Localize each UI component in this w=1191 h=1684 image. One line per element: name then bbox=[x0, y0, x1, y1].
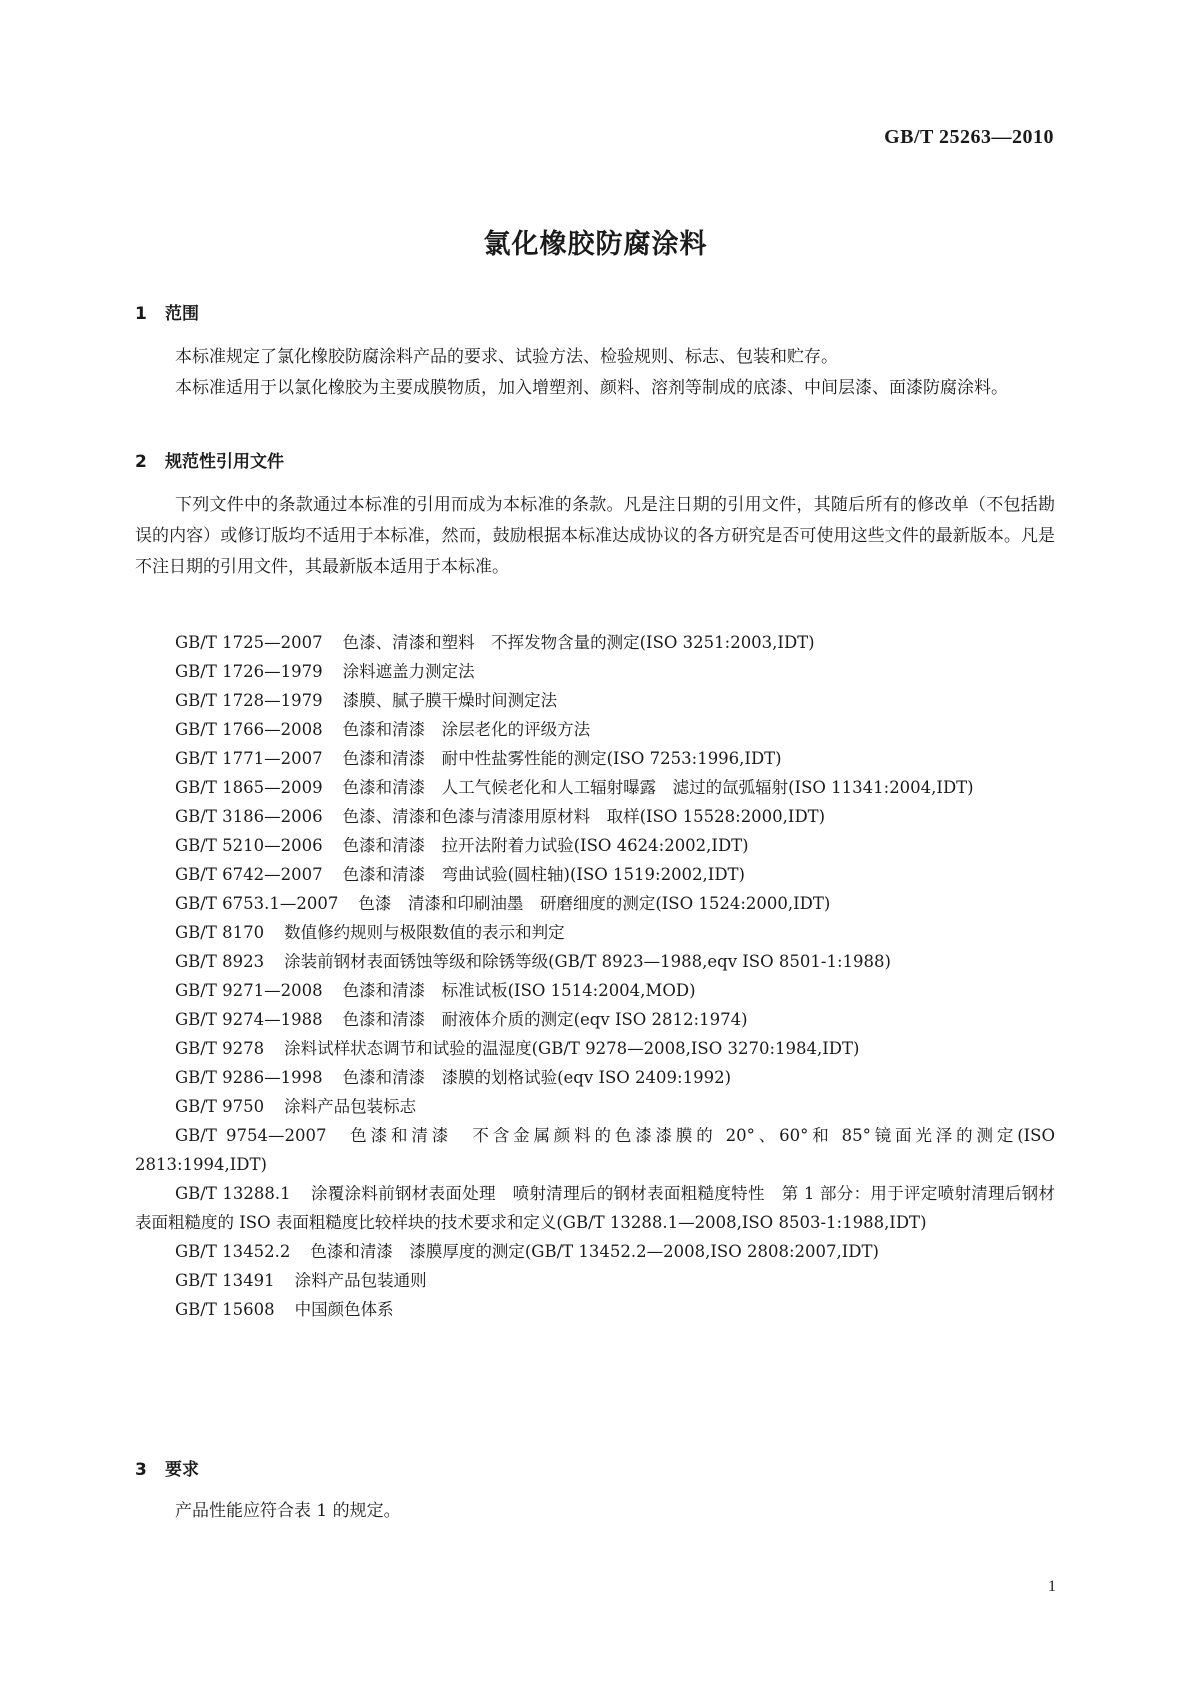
section-number: 1 bbox=[135, 304, 147, 324]
reference-item bbox=[135, 1237, 1055, 1266]
reference-code: GB/T 9750 bbox=[175, 1097, 265, 1116]
reference-code: GB/T 8170 bbox=[175, 923, 265, 942]
reference-code: GB/T 6742—2007 bbox=[175, 865, 323, 884]
section-number: 2 bbox=[135, 452, 147, 472]
reference-code: GB/T 9278 bbox=[175, 1039, 265, 1058]
reference-title: 涂料试样状态调节和试验的温湿度(GB/T 9278—2008,ISO 3270:1984,IDT) bbox=[284, 1039, 860, 1058]
reference-item bbox=[135, 744, 1055, 773]
reference-code: GB/T 13452.2 bbox=[175, 1242, 291, 1261]
reference-item bbox=[135, 1121, 1061, 1179]
standard-code: GB/T 25263—2010 bbox=[884, 126, 1054, 148]
reference-code: GB/T 1771—2007 bbox=[175, 749, 323, 768]
reference-item bbox=[135, 1063, 1055, 1092]
reference-code: GB/T 5210—2006 bbox=[175, 836, 323, 855]
scope-paragraph-2: 本标准适用于以氯化橡胶为主要成膜物质，加入增塑剂、颜料、溶剂等制成的底漆、中间层漆、面漆防腐涂料。 bbox=[175, 378, 1008, 398]
reference-title: 色漆和清漆 耐中性盐雾性能的测定(ISO 7253:1996,IDT) bbox=[342, 749, 782, 768]
reference-item bbox=[135, 657, 1055, 686]
reference-item bbox=[135, 889, 1055, 918]
reference-title: 色漆、清漆和塑料 不挥发物含量的测定(ISO 3251:2003,IDT) bbox=[342, 633, 815, 652]
reference-code: GB/T 1728—1979 bbox=[175, 691, 323, 710]
reference-code: GB/T 8923 bbox=[175, 952, 265, 971]
reference-title: 色漆和清漆 不含金属颜料的色漆漆膜的 20°、60°和 85°镜面光泽的测定(ISO 2813:1994,IDT) bbox=[135, 1126, 1061, 1174]
reference-item bbox=[135, 1034, 1055, 1063]
reference-code: GB/T 3186—2006 bbox=[175, 807, 323, 826]
reference-title: 色漆和清漆 人工气候老化和人工辐射曝露 滤过的氙弧辐射(ISO 11341:2004,IDT) bbox=[342, 778, 974, 797]
reference-title: 色漆和清漆 漆膜的划格试验(eqv ISO 2409:1992) bbox=[342, 1068, 732, 1087]
reference-code: GB/T 9271—2008 bbox=[175, 981, 323, 1000]
section-2-heading bbox=[135, 450, 284, 474]
reference-item bbox=[135, 860, 1055, 889]
reference-code: GB/T 9754—2007 bbox=[175, 1126, 327, 1145]
reference-code: GB/T 9286—1998 bbox=[175, 1068, 323, 1087]
section-number: 3 bbox=[135, 1460, 147, 1480]
document-title: 氯化橡胶防腐涂料 bbox=[483, 229, 708, 260]
reference-item bbox=[135, 686, 1055, 715]
reference-title: 涂覆涂料前钢材表面处理 喷射清理后的钢材表面粗糙度特性 第 1 部分：用于评定喷射清理后钢材表面粗糙度的 ISO 表面粗糙度比较样块的技术要求和定义(GB/T 13288.1—2008,ISO 8503-1:1988,IDT) bbox=[135, 1184, 1055, 1232]
reference-code: GB/T 6753.1—2007 bbox=[175, 894, 339, 913]
reference-code: GB/T 13491 bbox=[175, 1271, 275, 1290]
reference-title: 涂料遮盖力测定法 bbox=[342, 662, 475, 681]
section-1-heading bbox=[135, 302, 199, 326]
reference-code: GB/T 1766—2008 bbox=[175, 720, 323, 739]
reference-title: 色漆和清漆 漆膜厚度的测定(GB/T 13452.2—2008,ISO 2808:2007,IDT) bbox=[310, 1242, 879, 1261]
reference-item bbox=[135, 918, 1055, 947]
reference-item bbox=[135, 802, 1055, 831]
reference-item bbox=[135, 947, 1055, 976]
reference-item bbox=[135, 976, 1055, 1005]
reference-title: 中国颜色体系 bbox=[294, 1300, 394, 1319]
reference-title: 漆膜、腻子膜干燥时间测定法 bbox=[342, 691, 558, 710]
normative-references-intro: 下列文件中的条款通过本标准的引用而成为本标准的条款。凡是注日期的引用文件，其随后所有的修改单（不包括勘误的内容）或修订版均不适用于本标准，然而，鼓励根据本标准达成协议的各方研究是否可使用这些文件的最新版本。凡是不注日期的引用文件，其最新版本适用于本标准。 bbox=[135, 495, 1055, 577]
reference-list bbox=[135, 628, 1061, 1324]
reference-item bbox=[135, 715, 1055, 744]
reference-title: 色漆 清漆和印刷油墨 研磨细度的测定(ISO 1524:2000,IDT) bbox=[358, 894, 831, 913]
reference-title: 色漆和清漆 弯曲试验(圆柱轴)(ISO 1519:2002,IDT) bbox=[342, 865, 745, 884]
reference-title: 色漆、清漆和色漆与清漆用原材料 取样(ISO 15528:2000,IDT) bbox=[342, 807, 826, 826]
reference-item bbox=[135, 1266, 1055, 1295]
reference-item bbox=[135, 773, 1055, 802]
reference-item bbox=[135, 1179, 1055, 1237]
reference-item bbox=[135, 628, 1055, 657]
reference-code: GB/T 1725—2007 bbox=[175, 633, 323, 652]
reference-title: 涂料产品包装通则 bbox=[294, 1271, 427, 1290]
reference-code: GB/T 9274—1988 bbox=[175, 1010, 323, 1029]
page-number: 1 bbox=[1048, 1578, 1056, 1595]
section-title: 规范性引用文件 bbox=[165, 452, 284, 472]
reference-code: GB/T 1865—2009 bbox=[175, 778, 323, 797]
reference-code: GB/T 1726—1979 bbox=[175, 662, 323, 681]
reference-title: 色漆和清漆 拉开法附着力试验(ISO 4624:2002,IDT) bbox=[342, 836, 749, 855]
section-title: 要求 bbox=[165, 1460, 199, 1480]
requirements-paragraph: 产品性能应符合表 1 的规定。 bbox=[175, 1501, 401, 1521]
scope-paragraph-1: 本标准规定了氯化橡胶防腐涂料产品的要求、试验方法、检验规则、标志、包装和贮存。 bbox=[175, 347, 838, 367]
reference-title: 色漆和清漆 标准试板(ISO 1514:2004,MOD) bbox=[342, 981, 696, 1000]
reference-title: 涂装前钢材表面锈蚀等级和除锈等级(GB/T 8923—1988,eqv ISO 8501-1:1988) bbox=[284, 952, 891, 971]
reference-item bbox=[135, 831, 1055, 860]
reference-item bbox=[135, 1295, 1055, 1324]
reference-title: 涂料产品包装标志 bbox=[284, 1097, 417, 1116]
reference-code: GB/T 15608 bbox=[175, 1300, 275, 1319]
reference-title: 色漆和清漆 涂层老化的评级方法 bbox=[342, 720, 591, 739]
section-title: 范围 bbox=[165, 304, 199, 324]
reference-item bbox=[135, 1005, 1055, 1034]
reference-item bbox=[135, 1092, 1055, 1121]
section-3-heading bbox=[135, 1458, 199, 1482]
reference-title: 数值修约规则与极限数值的表示和判定 bbox=[284, 923, 565, 942]
reference-title: 色漆和清漆 耐液体介质的测定(eqv ISO 2812:1974) bbox=[342, 1010, 748, 1029]
reference-code: GB/T 13288.1 bbox=[175, 1184, 291, 1203]
